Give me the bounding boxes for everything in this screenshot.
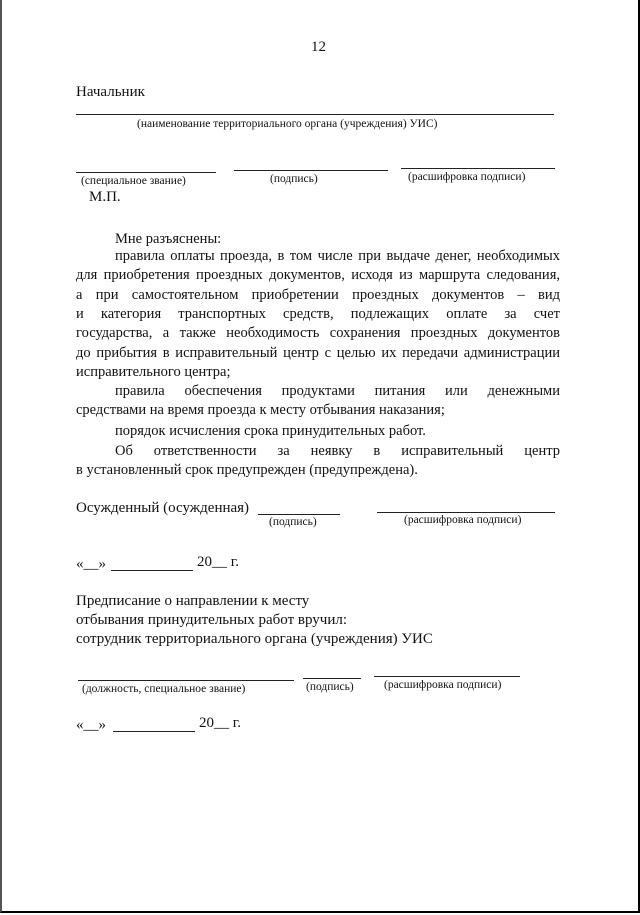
rank-caption: (специальное звание)	[81, 175, 186, 187]
convict-signature-caption: (подпись)	[269, 516, 317, 528]
org-name-line	[76, 114, 554, 115]
date-month-line	[111, 570, 193, 571]
decoding-line	[401, 168, 555, 169]
date-day: «__»	[76, 717, 106, 733]
decoding-caption: (расшифровка подписи)	[408, 171, 526, 183]
explained-line: и категория транспортных средств, подлежащих оплате за счет	[76, 306, 560, 322]
signature-caption: (подпись)	[270, 173, 318, 185]
date-year: 20__ г.	[197, 554, 239, 570]
handover-line: Предписание о направлении к месту	[76, 593, 310, 609]
handover-line: отбывания принудительных работ вручил:	[76, 612, 348, 628]
date-day: «__»	[76, 556, 106, 572]
officer-signature-line	[303, 678, 361, 679]
officer-decoding-line	[374, 676, 520, 677]
explained-line: средствами на время проезда к месту отбывания наказания;	[76, 402, 445, 418]
convict-decoding-caption: (расшифровка подписи)	[404, 514, 522, 526]
explained-line: в установленный срок предупрежден (предупреждена).	[76, 462, 418, 478]
explained-line: до прибытия в исправительный центр с целью их передачи администрации	[76, 345, 560, 361]
explained-line: а при самостоятельном приобретении проездных документов – вид	[76, 287, 560, 303]
explained-line: для приобретения проездных документов, исходя из маршрута следования,	[76, 267, 560, 283]
explained-line: государства, а также необходимость сохранения проездных документов	[76, 325, 560, 341]
date-month-line	[113, 731, 195, 732]
explained-line: исправительного центра;	[76, 364, 231, 380]
explained-heading: Мне разъяснены:	[115, 231, 222, 247]
convict-decoding-line	[377, 512, 555, 513]
officer-decoding-caption: (расшифровка подписи)	[384, 679, 502, 691]
explained-line: порядок исчисления срока принудительных работ.	[115, 423, 426, 439]
position-line	[78, 680, 294, 681]
signature-line	[234, 170, 388, 171]
org-name-caption: (наименование территориального органа (учреждения) УИС)	[137, 118, 438, 130]
officer-signature-caption: (подпись)	[306, 681, 354, 693]
date-year: 20__ г.	[199, 715, 241, 731]
page-number: 12	[311, 39, 326, 55]
seal-mark: М.П.	[89, 189, 121, 205]
convict-label: Осужденный (осужденная)	[76, 500, 250, 516]
rank-line	[76, 172, 216, 173]
head-title: Начальник	[76, 84, 145, 100]
handover-line: сотрудник территориального органа (учреждения) УИС	[76, 631, 433, 647]
explained-line: правила оплаты проезда, в том числе при выдаче денег, необходимых	[115, 248, 560, 264]
convict-signature-line	[258, 514, 340, 515]
explained-line: правила обеспечения продуктами питания или денежными	[115, 383, 560, 399]
explained-line: Об ответственности за неявку в исправительный центр	[115, 443, 560, 459]
position-caption: (должность, специальное звание)	[82, 683, 246, 695]
